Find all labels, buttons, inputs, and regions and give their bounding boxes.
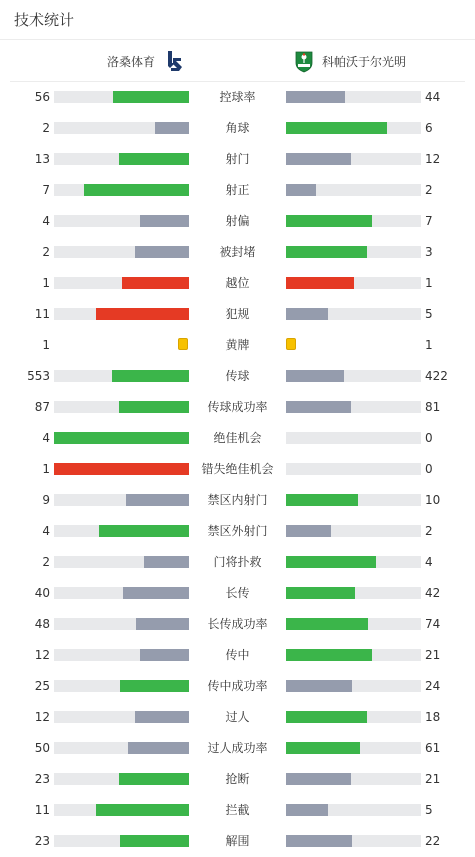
home-bar-track	[54, 618, 189, 630]
away-bar-track	[286, 804, 421, 816]
away-bar-track	[286, 711, 421, 723]
away-bar-track	[286, 773, 421, 785]
away-bar-fill	[286, 773, 351, 785]
home-bar-track	[54, 835, 189, 847]
home-bar-fill	[120, 680, 189, 692]
home-bar-fill	[99, 525, 189, 537]
away-bar-fill	[286, 680, 352, 692]
home-bar-fill	[140, 215, 189, 227]
away-bar-fill	[286, 277, 354, 289]
stat-label: 拦截	[225, 803, 250, 817]
away-bar-track	[286, 184, 421, 196]
away-value: 12	[425, 152, 441, 166]
away-bar-fill	[286, 711, 367, 723]
stat-row	[0, 268, 475, 299]
stat-row	[0, 206, 475, 237]
home-value: 1	[42, 276, 50, 290]
home-bar-fill	[54, 432, 189, 444]
home-bar-fill	[113, 91, 189, 103]
home-value: 56	[34, 90, 50, 104]
away-bar-fill	[286, 153, 351, 165]
teams-header	[10, 41, 465, 82]
stat-label: 过人	[225, 710, 250, 724]
home-value: 2	[42, 245, 50, 259]
home-bar-fill	[123, 587, 189, 599]
stat-row	[0, 516, 475, 547]
stat-label: 传球成功率	[207, 400, 268, 414]
stat-label: 黄牌	[225, 338, 250, 352]
home-bar-fill	[122, 277, 190, 289]
home-bar-fill	[136, 618, 189, 630]
home-bar-fill	[112, 370, 189, 382]
home-bar-track	[54, 680, 189, 692]
stat-row	[0, 82, 475, 113]
away-value: 22	[425, 834, 441, 848]
home-bar-fill	[96, 308, 189, 320]
away-bar-track	[286, 835, 421, 847]
away-value: 1	[425, 276, 433, 290]
stat-row	[0, 826, 475, 857]
stat-label: 抢断	[225, 772, 250, 786]
away-bar-fill	[286, 308, 328, 320]
stat-label: 长传成功率	[207, 617, 268, 631]
away-bar-track	[286, 215, 421, 227]
stat-label: 射正	[225, 183, 250, 197]
stat-label: 犯规	[225, 307, 250, 321]
stat-row	[0, 764, 475, 795]
home-bar-fill	[128, 742, 189, 754]
page-title: 技术统计	[14, 11, 75, 29]
stat-label: 传中	[225, 648, 250, 662]
stat-label: 射门	[225, 152, 250, 166]
stat-label: 角球	[225, 121, 250, 135]
stat-row	[0, 361, 475, 392]
stat-row	[0, 702, 475, 733]
home-value: 23	[34, 772, 50, 786]
away-bar-track	[286, 277, 421, 289]
away-value: 2	[425, 524, 433, 538]
away-value: 1	[425, 338, 433, 352]
stat-label: 解围	[225, 834, 250, 848]
home-value: 40	[34, 586, 50, 600]
home-bar-track	[54, 494, 189, 506]
away-bar-fill	[286, 401, 351, 413]
away-bar-track	[286, 556, 421, 568]
away-bar-fill	[286, 122, 387, 134]
away-bar-track	[286, 680, 421, 692]
stats-list	[0, 82, 475, 857]
away-value: 6	[425, 121, 433, 135]
stat-label: 禁区内射门	[207, 493, 268, 507]
home-value: 23	[34, 834, 50, 848]
stat-label: 长传	[225, 586, 250, 600]
home-value: 2	[42, 555, 50, 569]
home-value: 4	[42, 524, 50, 538]
home-bar-track	[54, 711, 189, 723]
home-bar-track	[54, 153, 189, 165]
home-bar-track	[54, 649, 189, 661]
page-header	[0, 0, 475, 40]
home-bar-fill	[84, 184, 189, 196]
home-bar-fill	[119, 153, 189, 165]
away-bar-fill	[286, 556, 376, 568]
away-bar-track	[286, 587, 421, 599]
stat-row	[0, 454, 475, 485]
away-bar-fill	[286, 618, 368, 630]
away-value: 42	[425, 586, 441, 600]
stat-label: 门将扑救	[213, 555, 262, 569]
away-value: 81	[425, 400, 441, 414]
stat-label: 传球	[225, 369, 250, 383]
home-bar-track	[54, 401, 189, 413]
stat-label: 传中成功率	[207, 679, 268, 693]
away-bar-fill	[286, 91, 345, 103]
home-bar-track	[54, 370, 189, 382]
home-bar-fill	[144, 556, 189, 568]
away-bar-track	[286, 463, 421, 475]
away-bar-fill	[286, 184, 316, 196]
away-bar-fill	[286, 649, 372, 661]
away-value: 7	[425, 214, 433, 228]
away-bar-track	[286, 649, 421, 661]
home-value: 50	[34, 741, 50, 755]
away-bar-fill	[286, 494, 358, 506]
home-value: 11	[34, 307, 50, 321]
away-value: 5	[425, 307, 433, 321]
home-value: 13	[34, 152, 50, 166]
away-bar-fill	[286, 370, 344, 382]
home-bar-fill	[155, 122, 189, 134]
home-bar-track	[54, 277, 189, 289]
home-bar-fill	[140, 649, 189, 661]
away-team-name: 科帕沃于尔光明	[322, 54, 407, 69]
home-bar-fill	[119, 773, 189, 785]
home-bar-track	[54, 587, 189, 599]
away-value: 21	[425, 772, 441, 786]
away-team[interactable]	[292, 49, 406, 73]
away-bar-fill	[286, 215, 372, 227]
away-value: 422	[425, 369, 448, 383]
home-bar-fill	[135, 246, 189, 258]
stat-label: 绝佳机会	[213, 431, 262, 445]
home-bar-track	[54, 773, 189, 785]
stat-label: 被封堵	[219, 245, 256, 259]
stat-row	[0, 299, 475, 330]
home-bar-fill	[96, 804, 189, 816]
away-value: 2	[425, 183, 433, 197]
away-value: 61	[425, 741, 441, 755]
away-bar-track	[286, 91, 421, 103]
home-value: 12	[34, 710, 50, 724]
away-bar-track	[286, 401, 421, 413]
stat-label: 越位	[225, 276, 250, 290]
stat-row	[0, 237, 475, 268]
home-value: 1	[42, 462, 50, 476]
home-bar-track	[54, 122, 189, 134]
stat-row	[0, 144, 475, 175]
home-team-name: 洛桑体育	[106, 54, 155, 69]
stat-row	[0, 113, 475, 144]
home-bar-fill	[54, 463, 189, 475]
away-bar-fill	[286, 804, 328, 816]
home-value: 48	[34, 617, 50, 631]
away-bar-fill	[286, 835, 352, 847]
away-bar-track	[286, 122, 421, 134]
away-bar-fill	[286, 742, 360, 754]
away-bar-track	[286, 153, 421, 165]
yellow-card-icon	[178, 338, 188, 350]
stat-row	[0, 795, 475, 826]
stat-row	[0, 578, 475, 609]
home-value: 87	[34, 400, 50, 414]
stat-label: 过人成功率	[207, 741, 268, 755]
away-bar-track	[286, 618, 421, 630]
home-value: 9	[42, 493, 50, 507]
away-value: 18	[425, 710, 441, 724]
home-value: 25	[34, 679, 50, 693]
stat-row	[0, 547, 475, 578]
stat-label: 控球率	[219, 90, 256, 104]
home-value: 553	[27, 369, 50, 383]
home-value: 11	[34, 803, 50, 817]
stat-label: 禁区外射门	[207, 524, 268, 538]
away-value: 44	[425, 90, 441, 104]
away-value: 3	[425, 245, 433, 259]
home-bar-track	[54, 525, 189, 537]
breidablik-crest-icon	[292, 49, 316, 73]
stat-label: 错失绝佳机会	[201, 462, 274, 476]
lausanne-sport-crest-icon	[163, 49, 187, 73]
stat-row	[0, 330, 475, 361]
stat-row	[0, 423, 475, 454]
away-bar-track	[286, 308, 421, 320]
stat-row	[0, 392, 475, 423]
home-team[interactable]	[107, 49, 187, 73]
away-value: 0	[425, 431, 433, 445]
home-bar-track	[54, 463, 189, 475]
home-value: 12	[34, 648, 50, 662]
home-bar-track	[54, 91, 189, 103]
home-value: 4	[42, 431, 50, 445]
home-bar-track	[54, 742, 189, 754]
stat-row	[0, 485, 475, 516]
away-value: 10	[425, 493, 441, 507]
home-value: 1	[42, 338, 50, 352]
home-bar-track	[54, 432, 189, 444]
home-bar-fill	[119, 401, 189, 413]
home-bar-track	[54, 556, 189, 568]
stat-label: 射偏	[225, 214, 250, 228]
away-value: 4	[425, 555, 433, 569]
away-value: 24	[425, 679, 441, 693]
home-bar-track	[54, 308, 189, 320]
home-bar-track	[54, 246, 189, 258]
away-bar-track	[286, 370, 421, 382]
away-bar-track	[286, 432, 421, 444]
stat-row	[0, 733, 475, 764]
home-bar-fill	[135, 711, 189, 723]
away-value: 0	[425, 462, 433, 476]
away-value: 21	[425, 648, 441, 662]
home-value: 2	[42, 121, 50, 135]
yellow-card-icon	[286, 338, 296, 350]
away-bar-fill	[286, 587, 355, 599]
away-bar-track	[286, 525, 421, 537]
away-value: 5	[425, 803, 433, 817]
home-bar-track	[54, 215, 189, 227]
home-bar-fill	[126, 494, 189, 506]
home-value: 7	[42, 183, 50, 197]
away-bar-track	[286, 494, 421, 506]
home-bar-fill	[120, 835, 189, 847]
away-value: 74	[425, 617, 441, 631]
stat-row	[0, 609, 475, 640]
away-bar-fill	[286, 525, 331, 537]
away-bar-track	[286, 742, 421, 754]
stat-row	[0, 175, 475, 206]
home-value: 4	[42, 214, 50, 228]
stat-row	[0, 640, 475, 671]
home-bar-track	[54, 184, 189, 196]
home-bar-track	[54, 804, 189, 816]
stat-row	[0, 671, 475, 702]
away-bar-track	[286, 246, 421, 258]
away-bar-fill	[286, 246, 367, 258]
